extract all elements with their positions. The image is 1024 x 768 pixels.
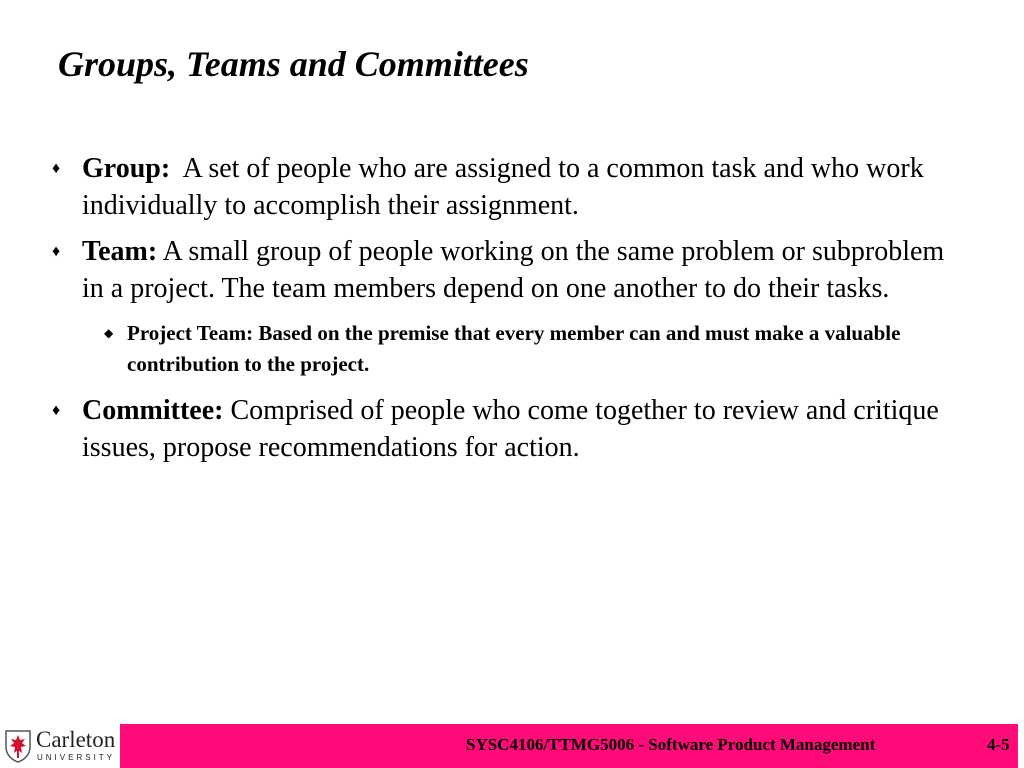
logo-wordmark: Carleton <box>36 727 116 752</box>
page-number: 4-5 <box>987 735 1010 754</box>
sub-bullet-list <box>82 318 946 380</box>
bullet-term: Committee: <box>82 395 224 426</box>
sub-bullet-text: Project Team: Based on the premise that every member can and must make a valuable contribution to the project. <box>127 321 901 376</box>
logo-subtext: UNIVERSITY <box>37 753 116 762</box>
bullet-team <box>46 233 946 380</box>
slide-title: Groups, Teams and Committees <box>58 44 529 84</box>
diamond-sub-bullet-icon: ◆ <box>104 326 114 340</box>
diamond-bullet-icon: ♦ <box>52 243 61 260</box>
course-name: SYSC4106/TTMG5006 - Software Product Management <box>466 735 876 754</box>
slide-footer <box>0 724 1024 768</box>
bullet-term: Group: <box>82 153 171 184</box>
footer-bar <box>120 724 1018 768</box>
carleton-logo <box>0 724 120 768</box>
diamond-bullet-icon: ♦ <box>52 160 61 177</box>
bullet-text: A small group of people working on the same problem or subproblem in a project. The team members depend on one another to do their tasks. <box>82 236 945 304</box>
crest-icon <box>4 729 32 763</box>
bullet-term: Team: <box>82 236 158 267</box>
bullet-text: Comprised of people who come together to review and critique issues, propose recommendations for action. <box>82 395 939 463</box>
bullet-list <box>46 150 946 466</box>
bullet-text: A set of people who are assigned to a common task and who work individually to accomplish their assignment. <box>82 153 924 221</box>
bullet-committee <box>46 392 946 466</box>
bullet-group <box>46 150 946 224</box>
sub-bullet-project-team <box>82 318 946 380</box>
diamond-bullet-icon: ♦ <box>52 402 61 419</box>
